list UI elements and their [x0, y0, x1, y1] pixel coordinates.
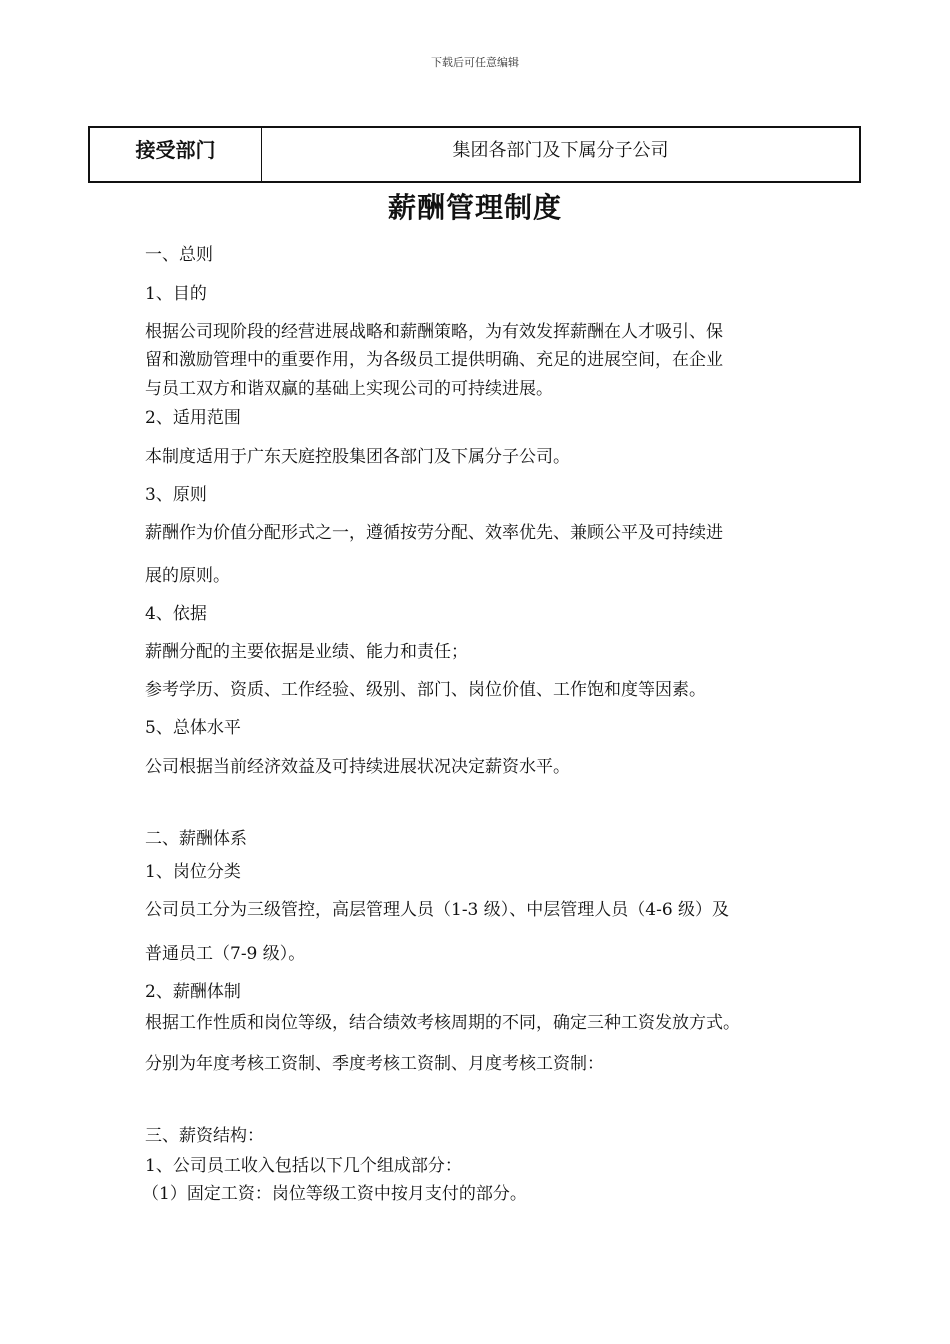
paragraph-line: 普通员工（7-9 级）。 [145, 944, 306, 964]
paragraph-line: 与员工双方和谐双赢的基础上实现公司的可持续进展。 [145, 379, 553, 399]
department-table [88, 126, 861, 183]
subsection-heading: 4、依据 [145, 604, 207, 624]
subsection-heading: 1、岗位分类 [145, 862, 241, 882]
document-title: 薪酬管理制度 [387, 191, 562, 224]
paragraph-line: 薪酬分配的主要依据是业绩、能力和责任； [145, 642, 468, 662]
paragraph-line: 公司员工分为三级管控，高层管理人员（1-3 级）、中层管理人员（4-6 级）及 [145, 900, 730, 920]
section-heading: 二、薪酬体系 [145, 829, 247, 849]
paragraph-line: 公司根据当前经济效益及可持续进展状况决定薪资水平。 [145, 757, 570, 777]
paragraph-line: 分别为年度考核工资制、季度考核工资制、月度考核工资制： [145, 1054, 604, 1074]
subsection-heading: 3、原则 [145, 485, 207, 505]
subsection-heading: 2、薪酬体制 [145, 982, 241, 1002]
paragraph-line: 薪酬作为价值分配形式之一，遵循按劳分配、效率优先、兼顾公平及可持续进 [145, 523, 723, 543]
paragraph-line: 根据工作性质和岗位等级，结合绩效考核周期的不同，确定三种工资发放方式。 [145, 1013, 740, 1033]
page-header-note: 下载后可任意编辑 [431, 56, 519, 69]
paragraph-line: 参考学历、资质、工作经验、级别、部门、岗位价值、工作饱和度等因素。 [145, 680, 706, 700]
department-label: 接受部门 [90, 128, 262, 181]
section-heading: 三、薪资结构： [145, 1126, 264, 1146]
section-heading: 一、总则 [145, 245, 213, 265]
paragraph-line: 本制度适用于广东天庭控股集团各部门及下属分子公司。 [145, 447, 570, 467]
paragraph-line: 根据公司现阶段的经营进展战略和薪酬策略，为有效发挥薪酬在人才吸引、保 [145, 322, 723, 342]
subsection-heading: 1、目的 [145, 284, 207, 304]
paragraph-line: 留和激励管理中的重要作用，为各级员工提供明确、充足的进展空间，在企业 [145, 350, 723, 370]
paragraph-line: 展的原则。 [145, 566, 230, 586]
paragraph-line: （1）固定工资：岗位等级工资中按月支付的部分。 [142, 1184, 527, 1204]
subsection-heading: 5、总体水平 [145, 718, 241, 738]
subsection-heading: 2、适用范围 [145, 408, 241, 428]
department-value: 集团各部门及下属分子公司 [452, 139, 669, 161]
paragraph-line: 1、公司员工收入包括以下几个组成部分： [145, 1156, 462, 1176]
